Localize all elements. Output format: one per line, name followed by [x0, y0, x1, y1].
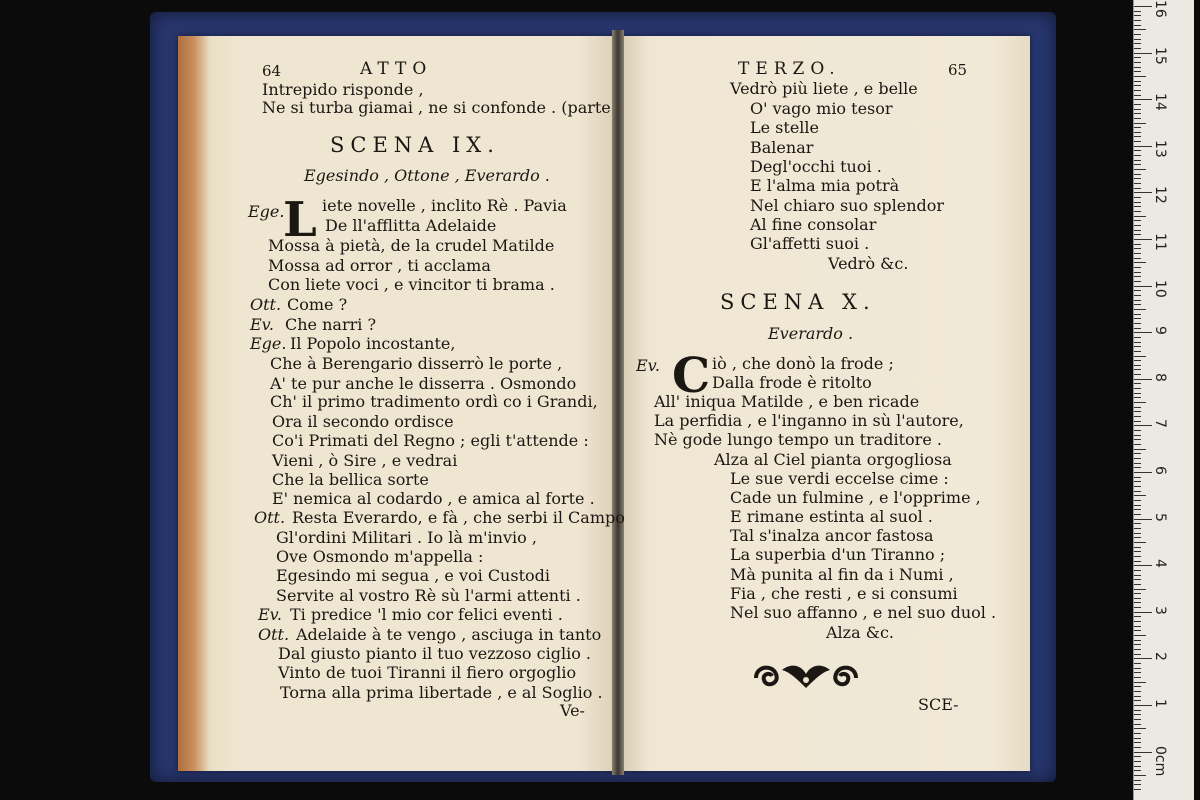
- ruler-tick: [1134, 123, 1146, 124]
- ruler-tick: [1134, 752, 1152, 753]
- ruler-tick: [1134, 281, 1141, 282]
- ruler-tick: [1134, 272, 1141, 273]
- ruler-tick: [1134, 174, 1141, 175]
- verse-line: Dalla frode è ritolto: [712, 373, 872, 392]
- ruler-tick: [1134, 67, 1141, 68]
- ruler-tick: [1134, 290, 1141, 291]
- ruler-tick: [1134, 397, 1141, 398]
- ruler-tick: [1134, 756, 1141, 757]
- ruler-tick: [1134, 178, 1141, 179]
- ruler-tick: [1134, 95, 1141, 96]
- ruler-tick: [1134, 640, 1141, 641]
- ruler-tick: [1134, 509, 1141, 510]
- ruler-tick: [1134, 188, 1141, 189]
- ruler-tick: [1134, 668, 1141, 669]
- ruler-tick: [1134, 458, 1141, 459]
- ruler-tick: [1134, 649, 1141, 650]
- ruler-number: 6: [1152, 466, 1168, 475]
- left-scene-title: SCENA IX.: [330, 133, 500, 157]
- ruler-tick: [1134, 295, 1141, 296]
- ruler-tick: [1134, 253, 1141, 254]
- speaker-label: Ege.: [248, 202, 285, 221]
- ruler-tick: [1134, 351, 1141, 352]
- ruler-number: 9: [1152, 326, 1168, 336]
- ruler-tick: [1134, 230, 1141, 231]
- ruler-tick: [1134, 99, 1152, 100]
- ruler-tick: [1134, 216, 1146, 217]
- ruler-tick: [1134, 276, 1141, 277]
- ruler-tick: [1134, 435, 1141, 436]
- ruler-tick: [1134, 495, 1146, 496]
- ruler-tick: [1134, 383, 1141, 384]
- right-characters: Everardo .: [768, 324, 854, 343]
- ruler-tick: [1134, 411, 1141, 412]
- ruler-tick: [1134, 481, 1141, 482]
- ruler-tick: [1134, 393, 1141, 394]
- verse-line: Adelaide à te vengo , asciuga in tanto: [296, 625, 602, 644]
- ruler-tick: [1134, 635, 1146, 636]
- ruler-tick: [1134, 565, 1152, 566]
- verse-line: Con liete voci , e vincitor ti brama .: [268, 275, 555, 294]
- verse-line: Torna alla prima libertade , e al Soglio .: [280, 683, 603, 702]
- verse-line: Cade un fulmine , e l'opprime ,: [730, 488, 981, 507]
- ruler-tick: [1134, 127, 1141, 128]
- ruler-tick: [1134, 169, 1146, 170]
- ruler-tick: [1134, 34, 1141, 35]
- ruler-tick: [1134, 556, 1141, 557]
- ruler-number: 13: [1152, 139, 1168, 158]
- ruler-tick: [1134, 197, 1141, 198]
- ruler-number: 4: [1152, 559, 1168, 569]
- ruler-tick: [1134, 733, 1141, 734]
- ruler-tick: [1134, 682, 1146, 683]
- verse-line: De ll'afflitta Adelaide: [325, 216, 497, 235]
- verse-line: Che narri ?: [285, 315, 377, 334]
- ruler-tick: [1134, 360, 1141, 361]
- ruler-tick: [1134, 514, 1141, 515]
- ruler-tick: [1134, 6, 1152, 7]
- ruler-number: 0cm: [1152, 745, 1168, 776]
- ruler-tick: [1134, 519, 1152, 520]
- ruler-tick: [1134, 677, 1141, 678]
- verse-line: All' iniqua Matilde , e ben ricade: [654, 392, 920, 411]
- verse-line: Egesindo mi segua , e voi Custodi: [276, 566, 550, 585]
- speaker-label: Ev.: [636, 356, 660, 375]
- ruler-tick: [1134, 616, 1141, 617]
- ruler-tick: [1134, 136, 1141, 137]
- fleuron-ornament: [752, 660, 860, 694]
- verse-line: Vinto de tuoi Tiranni il fiero orgoglio: [278, 663, 577, 682]
- ruler-tick: [1134, 109, 1141, 110]
- song-line: Nel chiaro suo splendor: [750, 196, 945, 215]
- right-page-number: 65: [948, 61, 968, 79]
- ruler-tick: [1134, 342, 1141, 343]
- ruler-number: 15: [1152, 46, 1168, 65]
- ruler-tick: [1134, 742, 1141, 743]
- ruler-tick: [1134, 160, 1141, 161]
- song-line: Balenar: [750, 138, 814, 157]
- ruler-number: 10: [1152, 279, 1168, 298]
- ruler-tick: [1134, 183, 1141, 184]
- ruler-tick: [1134, 57, 1141, 58]
- ruler-tick: [1134, 225, 1141, 226]
- ruler-tick: [1134, 537, 1141, 538]
- ruler-tick: [1134, 20, 1141, 21]
- ruler-tick: [1134, 267, 1141, 268]
- verse-line: Co'i Primati del Regno ; egli t'attende :: [272, 431, 589, 450]
- verse-line: E' nemica al codardo , e amica al forte .: [272, 489, 595, 508]
- ruler-tick: [1134, 770, 1141, 771]
- ruler-tick: [1134, 234, 1141, 235]
- ruler-number: 14: [1152, 93, 1168, 112]
- verse-line: Servite al vostro Rè sù l'armi attenti .: [276, 586, 581, 605]
- ruler-tick: [1134, 607, 1141, 608]
- ruler-tick: [1134, 561, 1141, 562]
- ruler-tick: [1134, 644, 1141, 645]
- verse-line: Ove Osmondo m'appella :: [276, 547, 484, 566]
- drop-cap: C: [672, 348, 711, 404]
- ruler-tick: [1134, 416, 1141, 417]
- ruler-tick: [1134, 766, 1141, 767]
- ruler-tick: [1134, 248, 1141, 249]
- verse-line: Ti predice 'l mio cor felici eventi .: [290, 605, 563, 624]
- verse-line: Mossa ad orror , ti acclama: [268, 256, 491, 275]
- ruler-tick: [1134, 630, 1141, 631]
- ruler-tick: [1134, 11, 1141, 12]
- ruler-tick: [1134, 39, 1141, 40]
- ruler-number: 16: [1152, 0, 1168, 18]
- ruler-tick: [1134, 356, 1146, 357]
- ruler-number: 1: [1152, 699, 1168, 708]
- ruler-tick: [1134, 104, 1141, 105]
- ruler-tick: [1134, 211, 1141, 212]
- ruler-tick: [1134, 658, 1152, 659]
- ruler-tick: [1134, 686, 1141, 687]
- ruler-tick: [1134, 369, 1141, 370]
- ruler-tick: [1134, 155, 1141, 156]
- ruler-tick: [1134, 206, 1141, 207]
- ruler-tick: [1134, 449, 1146, 450]
- verse-line: A' te pur anche le disserra . Osmondo: [270, 374, 577, 393]
- left-catchword: Ve-: [560, 701, 585, 720]
- ruler-tick: [1134, 132, 1141, 133]
- verse-line: Tal s'inalza ancor fastosa: [730, 526, 934, 545]
- ruler-tick: [1134, 300, 1141, 301]
- ruler-tick: [1134, 258, 1141, 259]
- ruler-tick: [1134, 239, 1152, 240]
- ruler-tick: [1134, 710, 1141, 711]
- ruler-tick: [1134, 337, 1141, 338]
- ruler-tick: [1134, 789, 1141, 790]
- verse-line: La superbia d'un Tiranno ;: [730, 545, 946, 564]
- verse-line: La perfidia , e l'inganno in sù l'autore,: [654, 411, 964, 430]
- ruler-tick: [1134, 407, 1141, 408]
- ruler-tick: [1134, 533, 1141, 534]
- ruler-tick: [1134, 328, 1141, 329]
- verse-line: Nel suo affanno , e nel suo duol .: [730, 603, 997, 622]
- ruler-tick: [1134, 402, 1146, 403]
- speaker-label: Ott.: [258, 625, 290, 644]
- ruler-tick: [1134, 286, 1152, 287]
- ruler-number: 3: [1152, 605, 1168, 615]
- ruler-tick: [1134, 738, 1141, 739]
- verse-line: Alza &c.: [826, 623, 895, 642]
- ruler-tick: [1134, 444, 1141, 445]
- ruler-tick: [1134, 439, 1141, 440]
- ruler-tick: [1134, 365, 1141, 366]
- speaker-label: Ev.: [250, 315, 274, 334]
- ruler-tick: [1134, 584, 1141, 585]
- verse-line: E rimane estinta al suol .: [730, 507, 933, 526]
- ruler-tick: [1134, 593, 1141, 594]
- verse-line: Le sue verdi eccelse cime :: [730, 469, 949, 488]
- ruler-number: 7: [1152, 419, 1168, 429]
- right-scene-title: SCENA X.: [720, 290, 876, 314]
- ruler-tick: [1134, 621, 1141, 622]
- ruler-tick: [1134, 192, 1152, 193]
- ruler-tick: [1134, 425, 1152, 426]
- ruler-tick: [1134, 85, 1141, 86]
- drop-cap: L: [283, 192, 317, 248]
- ruler-tick: [1134, 505, 1141, 506]
- speaker-label: Ott.: [250, 295, 282, 314]
- left-top-line: Intrepido risponde ,: [262, 80, 424, 99]
- song-line: O' vago mio tesor: [750, 99, 893, 118]
- ruler-tick: [1134, 467, 1141, 468]
- ruler-tick: [1134, 62, 1141, 63]
- ruler-tick: [1134, 761, 1141, 762]
- ruler-tick: [1134, 463, 1141, 464]
- ruler-tick: [1134, 724, 1141, 725]
- ruler-tick: [1134, 113, 1141, 114]
- verse-line: iete novelle , inclito Rè . Pavia: [322, 196, 567, 215]
- ruler-tick: [1134, 71, 1141, 72]
- ruler-tick: [1134, 43, 1141, 44]
- ruler-number: 2: [1152, 652, 1168, 662]
- ruler-tick: [1134, 25, 1141, 26]
- ruler-tick: [1134, 220, 1141, 221]
- ruler-tick: [1134, 551, 1141, 552]
- verse-line: Fia , che resti , e si consumi: [730, 584, 958, 603]
- ruler-tick: [1134, 579, 1141, 580]
- ruler-tick: [1134, 332, 1152, 333]
- verse-line: Mossa à pietà, de la crudel Matilde: [268, 236, 555, 255]
- ruler-tick: [1134, 29, 1146, 30]
- song-line: Vedrò &c.: [828, 254, 909, 273]
- right-running-head: TERZO.: [738, 59, 841, 79]
- verse-line: Mà punita al fin da i Numi ,: [730, 565, 954, 584]
- verse-line: Vieni , ò Sire , e vedrai: [272, 451, 458, 470]
- ruler-tick: [1134, 346, 1141, 347]
- ruler-tick: [1134, 262, 1146, 263]
- verse-line: Gl'ordini Militari . Io là m'invio ,: [276, 528, 537, 547]
- ruler-tick: [1134, 379, 1152, 380]
- ruler-tick: [1134, 76, 1146, 77]
- ruler-tick: [1134, 528, 1141, 529]
- song-line: Vedrò più liete , e belle: [730, 79, 918, 98]
- ruler-tick: [1134, 430, 1141, 431]
- ruler-tick: [1134, 141, 1141, 142]
- ruler-tick: [1134, 15, 1141, 16]
- ruler-tick: [1134, 775, 1146, 776]
- ruler-tick: [1134, 491, 1141, 492]
- ruler-tick: [1134, 598, 1141, 599]
- verse-line: Come ?: [287, 295, 348, 314]
- ruler-tick: [1134, 486, 1141, 487]
- measuring-ruler: [1133, 0, 1194, 800]
- ruler-number: 5: [1152, 512, 1168, 522]
- ruler-tick: [1134, 388, 1141, 389]
- ruler-tick: [1134, 714, 1141, 715]
- left-page-number: 64: [262, 62, 282, 80]
- ruler-tick: [1134, 309, 1146, 310]
- ruler-tick: [1134, 547, 1141, 548]
- verse-line: iò , che donò la frode ;: [712, 354, 894, 373]
- verse-line: Ora il secondo ordisce: [272, 412, 454, 431]
- ruler-tick: [1134, 780, 1141, 781]
- ruler-tick: [1134, 663, 1141, 664]
- book-gutter: [612, 30, 624, 775]
- ruler-tick: [1134, 700, 1141, 701]
- left-characters: Egesindo , Ottone , Everardo .: [304, 166, 550, 185]
- ruler-tick: [1134, 784, 1141, 785]
- verse-line: Che à Berengario disserrò le porte ,: [270, 354, 563, 373]
- song-line: E l'alma mia potrà: [750, 176, 900, 195]
- ruler-tick: [1134, 421, 1141, 422]
- ruler-tick: [1134, 90, 1141, 91]
- ruler-tick: [1134, 523, 1141, 524]
- left-running-head: ATTO: [360, 59, 433, 79]
- verse-line: Che la bellica sorte: [272, 470, 429, 489]
- speaker-label: Ege.: [250, 334, 287, 353]
- ruler-tick: [1134, 304, 1141, 305]
- ruler-tick: [1134, 602, 1141, 603]
- ruler-tick: [1134, 323, 1141, 324]
- ruler-tick: [1134, 164, 1141, 165]
- ruler-tick: [1134, 314, 1141, 315]
- ruler-number: 12: [1152, 186, 1168, 205]
- verse-line: Ch' il primo tradimento ordì co i Grandi,: [270, 392, 598, 411]
- verse-line: Il Popolo incostante,: [290, 334, 456, 353]
- ruler-tick: [1134, 672, 1141, 673]
- speaker-label: Ev.: [258, 605, 282, 624]
- song-line: Le stelle: [750, 118, 819, 137]
- ruler-tick: [1134, 477, 1141, 478]
- ruler-number: 11: [1152, 233, 1168, 251]
- ruler-tick: [1134, 244, 1141, 245]
- right-catchword: SCE-: [918, 695, 959, 714]
- ruler-tick: [1134, 570, 1141, 571]
- speaker-label: Ott.: [254, 508, 286, 527]
- ruler-tick: [1134, 472, 1152, 473]
- song-line: Degl'occhi tuoi .: [750, 157, 882, 176]
- ruler-tick: [1134, 626, 1141, 627]
- ruler-tick: [1134, 575, 1141, 576]
- ruler-tick: [1134, 728, 1146, 729]
- ruler-tick: [1134, 318, 1141, 319]
- ruler-tick: [1134, 719, 1141, 720]
- song-line: Al fine consolar: [750, 215, 877, 234]
- ruler-tick: [1134, 53, 1152, 54]
- song-line: Gl'affetti suoi .: [750, 234, 870, 253]
- left-top-line: Ne si turba giamai , ne si confonde . (parte: [262, 98, 611, 117]
- ruler-tick: [1134, 589, 1146, 590]
- verse-line: Nè gode lungo tempo un traditore .: [654, 430, 942, 449]
- ruler-tick: [1134, 48, 1141, 49]
- ruler-tick: [1134, 146, 1152, 147]
- verse-line: Dal giusto pianto il tuo vezzoso ciglio .: [278, 644, 592, 663]
- ruler-tick: [1134, 453, 1141, 454]
- ruler-tick: [1134, 118, 1141, 119]
- verse-line: Alza al Ciel pianta orgogliosa: [714, 450, 952, 469]
- ruler-tick: [1134, 150, 1141, 151]
- ruler-tick: [1134, 654, 1141, 655]
- ruler-tick: [1134, 500, 1141, 501]
- ruler-tick: [1134, 747, 1141, 748]
- ruler-tick: [1134, 81, 1141, 82]
- ruler-number: 8: [1152, 372, 1168, 382]
- verse-line: Resta Everardo, e fà , che serbi il Campo: [292, 508, 625, 527]
- ruler-tick: [1134, 612, 1152, 613]
- ruler-tick: [1134, 202, 1141, 203]
- ruler-tick: [1134, 705, 1152, 706]
- ruler-tick: [1134, 542, 1146, 543]
- ruler-tick: [1134, 691, 1141, 692]
- ruler-tick: [1134, 374, 1141, 375]
- ruler-tick: [1134, 696, 1141, 697]
